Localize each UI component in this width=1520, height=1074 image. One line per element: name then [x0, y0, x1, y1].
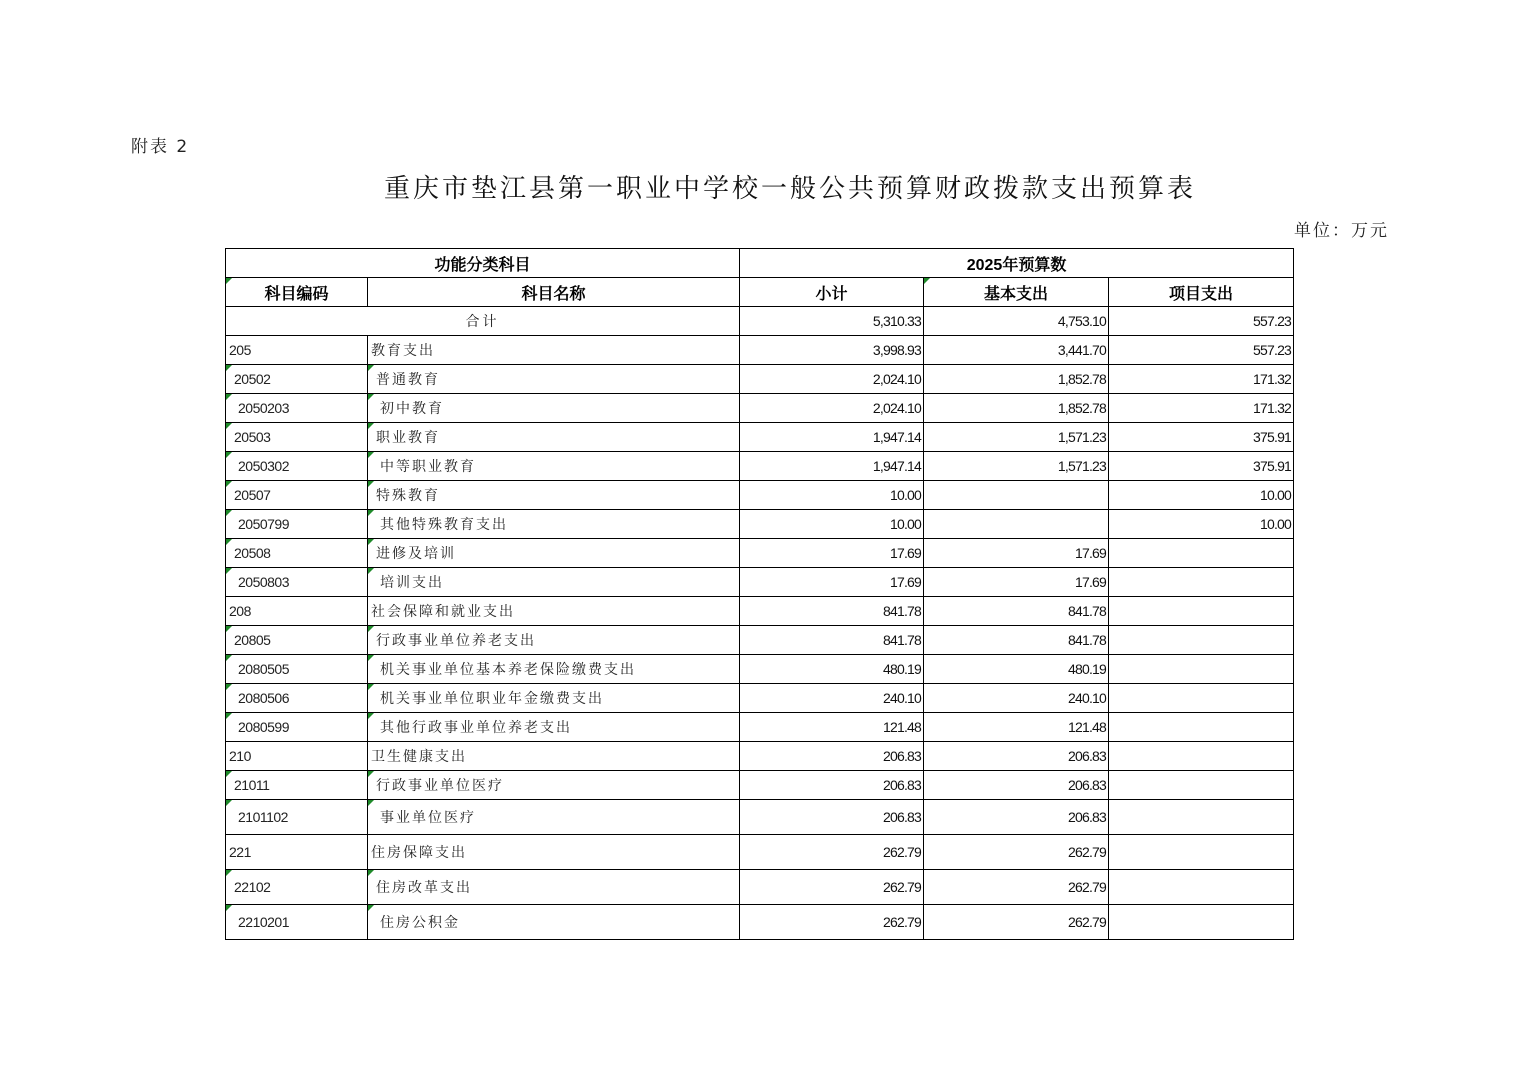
total-basic: 4,753.10	[924, 307, 1109, 336]
row-code: 20508	[226, 539, 368, 568]
row-code: 21011	[226, 771, 368, 800]
row-subtotal: 206.83	[740, 742, 924, 771]
row-project	[1109, 742, 1294, 771]
row-basic: 206.83	[924, 742, 1109, 771]
table-row	[226, 394, 1294, 423]
row-name: 进修及培训	[368, 539, 740, 568]
row-basic: 17.69	[924, 568, 1109, 597]
row-code: 208	[226, 597, 368, 626]
row-subtotal: 841.78	[740, 597, 924, 626]
row-code: 2050803	[226, 568, 368, 597]
row-name: 普通教育	[368, 365, 740, 394]
table-row	[226, 800, 1294, 835]
row-code: 2080599	[226, 713, 368, 742]
table-row	[226, 336, 1294, 365]
row-project: 375.91	[1109, 423, 1294, 452]
row-project: 10.00	[1109, 481, 1294, 510]
row-basic: 1,852.78	[924, 365, 1109, 394]
row-project: 171.32	[1109, 365, 1294, 394]
table-row	[226, 510, 1294, 539]
header-functional-classification: 功能分类科目	[226, 249, 740, 278]
row-code: 20507	[226, 481, 368, 510]
table-row	[226, 481, 1294, 510]
row-basic: 206.83	[924, 771, 1109, 800]
row-code: 2101102	[226, 800, 368, 835]
row-subtotal: 206.83	[740, 771, 924, 800]
table-row	[226, 742, 1294, 771]
table-row	[226, 597, 1294, 626]
row-basic: 480.19	[924, 655, 1109, 684]
appendix-label: 附表 2	[131, 137, 190, 157]
row-name: 机关事业单位职业年金缴费支出	[368, 684, 740, 713]
header-group-row	[226, 249, 1294, 278]
total-project: 557.23	[1109, 307, 1294, 336]
table-row	[226, 452, 1294, 481]
row-code: 22102	[226, 870, 368, 905]
row-subtotal: 262.79	[740, 835, 924, 870]
row-code: 2050302	[226, 452, 368, 481]
row-subtotal: 10.00	[740, 510, 924, 539]
row-basic: 841.78	[924, 626, 1109, 655]
row-project	[1109, 713, 1294, 742]
row-basic: 17.69	[924, 539, 1109, 568]
table-row	[226, 870, 1294, 905]
row-project: 557.23	[1109, 336, 1294, 365]
row-name: 培训支出	[368, 568, 740, 597]
row-basic: 1,571.23	[924, 423, 1109, 452]
row-name: 中等职业教育	[368, 452, 740, 481]
row-name: 机关事业单位基本养老保险缴费支出	[368, 655, 740, 684]
row-subtotal: 3,998.93	[740, 336, 924, 365]
row-basic	[924, 510, 1109, 539]
row-basic: 121.48	[924, 713, 1109, 742]
row-name: 特殊教育	[368, 481, 740, 510]
row-name: 其他特殊教育支出	[368, 510, 740, 539]
row-name: 住房公积金	[368, 905, 740, 940]
row-name: 住房改革支出	[368, 870, 740, 905]
row-name: 初中教育	[368, 394, 740, 423]
row-basic: 206.83	[924, 800, 1109, 835]
row-name: 行政事业单位医疗	[368, 771, 740, 800]
budget-table	[225, 248, 1294, 940]
row-basic: 1,852.78	[924, 394, 1109, 423]
row-project	[1109, 539, 1294, 568]
row-code: 2080506	[226, 684, 368, 713]
row-project: 375.91	[1109, 452, 1294, 481]
table-row	[226, 905, 1294, 940]
row-basic: 240.10	[924, 684, 1109, 713]
header-column-row	[226, 278, 1294, 307]
row-project	[1109, 870, 1294, 905]
total-label: 合计	[226, 307, 740, 336]
table-row	[226, 568, 1294, 597]
row-name: 社会保障和就业支出	[368, 597, 740, 626]
header-code: 科目编码	[226, 278, 368, 307]
page-title: 重庆市垫江县第一职业中学校一般公共预算财政拨款支出预算表	[383, 174, 1196, 204]
row-basic: 1,571.23	[924, 452, 1109, 481]
row-project: 171.32	[1109, 394, 1294, 423]
row-project: 10.00	[1109, 510, 1294, 539]
row-basic: 3,441.70	[924, 336, 1109, 365]
row-basic	[924, 481, 1109, 510]
row-project	[1109, 597, 1294, 626]
table-row	[226, 713, 1294, 742]
row-name: 教育支出	[368, 336, 740, 365]
row-project	[1109, 684, 1294, 713]
row-code: 20502	[226, 365, 368, 394]
row-project	[1109, 905, 1294, 940]
row-name: 卫生健康支出	[368, 742, 740, 771]
row-project	[1109, 771, 1294, 800]
row-code: 2080505	[226, 655, 368, 684]
row-name: 职业教育	[368, 423, 740, 452]
header-subtotal: 小计	[740, 278, 924, 307]
row-subtotal: 240.10	[740, 684, 924, 713]
row-project	[1109, 655, 1294, 684]
row-subtotal: 1,947.14	[740, 452, 924, 481]
row-subtotal: 480.19	[740, 655, 924, 684]
row-code: 205	[226, 336, 368, 365]
row-project	[1109, 800, 1294, 835]
row-subtotal: 262.79	[740, 905, 924, 940]
table-row	[226, 365, 1294, 394]
row-project	[1109, 835, 1294, 870]
row-subtotal: 17.69	[740, 539, 924, 568]
total-row	[226, 307, 1294, 336]
table-row	[226, 626, 1294, 655]
unit-label: 单位：万元	[1294, 221, 1389, 241]
row-subtotal: 121.48	[740, 713, 924, 742]
total-subtotal: 5,310.33	[740, 307, 924, 336]
row-code: 2050203	[226, 394, 368, 423]
row-name: 其他行政事业单位养老支出	[368, 713, 740, 742]
table-row	[226, 423, 1294, 452]
row-subtotal: 841.78	[740, 626, 924, 655]
row-subtotal: 2,024.10	[740, 394, 924, 423]
header-budget-year: 2025年预算数	[740, 249, 1294, 278]
row-name: 事业单位医疗	[368, 800, 740, 835]
row-subtotal: 2,024.10	[740, 365, 924, 394]
row-project	[1109, 626, 1294, 655]
row-subtotal: 206.83	[740, 800, 924, 835]
row-basic: 262.79	[924, 835, 1109, 870]
table-row	[226, 771, 1294, 800]
row-subtotal: 17.69	[740, 568, 924, 597]
table-row	[226, 835, 1294, 870]
header-project: 项目支出	[1109, 278, 1294, 307]
row-code: 2050799	[226, 510, 368, 539]
row-name: 住房保障支出	[368, 835, 740, 870]
row-code: 221	[226, 835, 368, 870]
row-subtotal: 10.00	[740, 481, 924, 510]
row-basic: 262.79	[924, 870, 1109, 905]
row-code: 20805	[226, 626, 368, 655]
row-code: 2210201	[226, 905, 368, 940]
header-basic: 基本支出	[924, 278, 1109, 307]
row-code: 210	[226, 742, 368, 771]
row-subtotal: 1,947.14	[740, 423, 924, 452]
table-row	[226, 655, 1294, 684]
table-row	[226, 684, 1294, 713]
row-subtotal: 262.79	[740, 870, 924, 905]
row-name: 行政事业单位养老支出	[368, 626, 740, 655]
row-code: 20503	[226, 423, 368, 452]
row-basic: 262.79	[924, 905, 1109, 940]
header-name: 科目名称	[368, 278, 740, 307]
row-basic: 841.78	[924, 597, 1109, 626]
table-row	[226, 539, 1294, 568]
row-project	[1109, 568, 1294, 597]
